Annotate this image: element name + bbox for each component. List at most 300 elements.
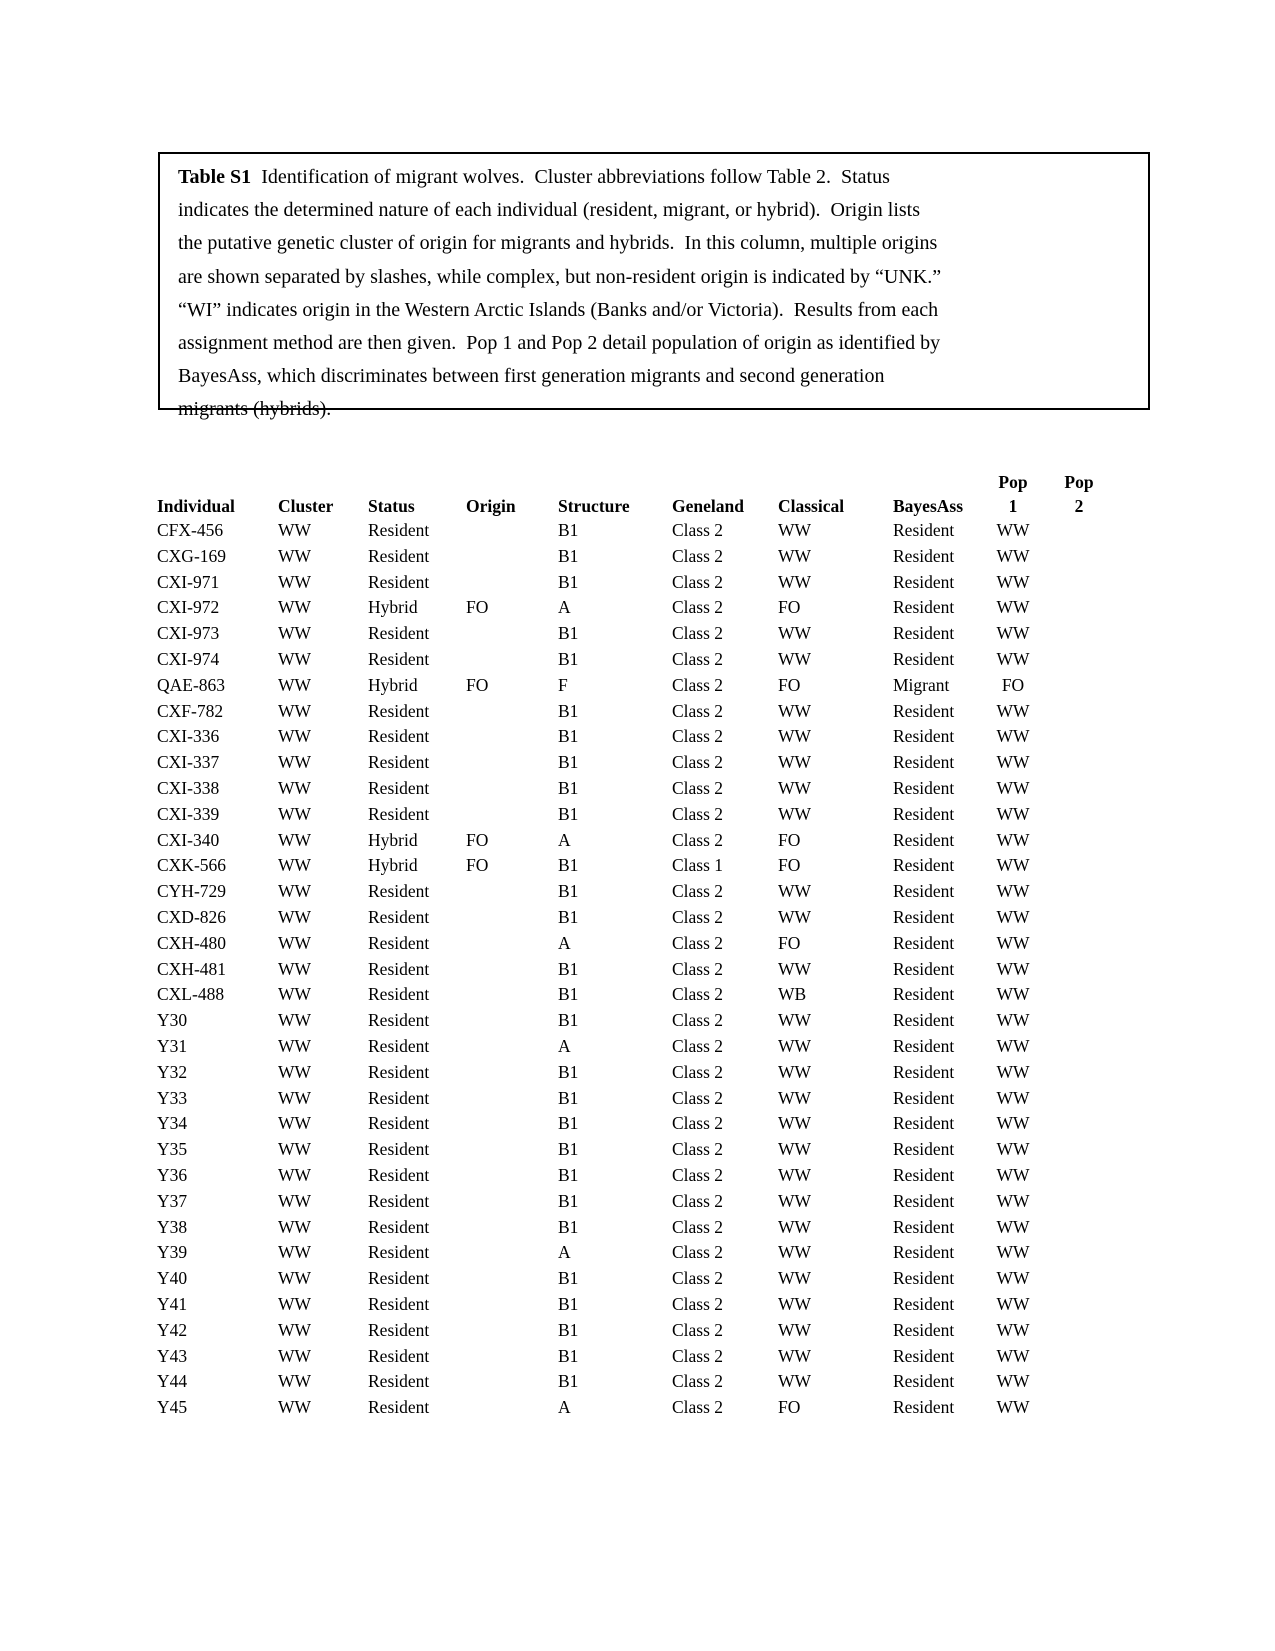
cell-geneland: Class 2 bbox=[672, 1216, 724, 1237]
cell-pop2 bbox=[1048, 1369, 1110, 1395]
cell-geneland: Class 2 bbox=[672, 623, 724, 644]
cell-pop2 bbox=[1048, 699, 1110, 725]
cell-status: Resident bbox=[368, 623, 430, 644]
cell-geneland: Class 2 bbox=[672, 1139, 724, 1160]
cell-pop1: WW bbox=[996, 829, 1030, 850]
cell-pop2 bbox=[1048, 647, 1110, 673]
cell-classical: WW bbox=[778, 648, 812, 669]
cell-status: Resident bbox=[368, 752, 430, 773]
cell-pop2 bbox=[1048, 957, 1110, 983]
cell-classical: WW bbox=[778, 520, 812, 540]
cell-pop1: WW bbox=[996, 571, 1030, 592]
cell-individual: Y32 bbox=[157, 1061, 188, 1082]
cell-pop1: WW bbox=[996, 906, 1030, 927]
cell-individual: Y45 bbox=[157, 1397, 188, 1418]
cell-bayesass: Resident bbox=[893, 545, 955, 566]
cell-geneland: Class 2 bbox=[672, 674, 724, 695]
cell-individual: Y30 bbox=[157, 1010, 188, 1031]
cell-structure: B1 bbox=[558, 958, 579, 979]
caption-line: migrants (hybrids). bbox=[178, 398, 332, 421]
cell-classical: WW bbox=[778, 906, 812, 927]
cell-pop2 bbox=[1048, 518, 1110, 544]
cell-pop2 bbox=[1048, 879, 1110, 905]
cell-pop2 bbox=[1048, 595, 1110, 621]
cell-origin bbox=[466, 699, 558, 725]
cell-classical: FO bbox=[778, 674, 801, 695]
cell-pop1: WW bbox=[996, 932, 1030, 953]
cell-origin bbox=[466, 1111, 558, 1137]
cell-pop2 bbox=[1048, 1318, 1110, 1344]
cell-geneland: Class 2 bbox=[672, 1293, 724, 1314]
cell-classical: WW bbox=[778, 623, 812, 644]
cell-classical: FO bbox=[778, 597, 801, 618]
cell-pop1: WW bbox=[996, 1139, 1030, 1160]
table-head bbox=[157, 470, 1110, 518]
cell-origin bbox=[466, 544, 558, 570]
cell-structure: A bbox=[558, 1035, 571, 1056]
cell-pop2 bbox=[1048, 931, 1110, 957]
cell-status: Resident bbox=[368, 1397, 430, 1418]
cell-cluster: WW bbox=[278, 881, 312, 902]
cell-structure: B1 bbox=[558, 777, 579, 798]
cell-origin bbox=[466, 1395, 558, 1421]
cell-origin bbox=[466, 931, 558, 957]
cell-cluster: WW bbox=[278, 1010, 312, 1031]
cell-origin bbox=[466, 1189, 558, 1215]
cell-status: Resident bbox=[368, 1216, 430, 1237]
table-row bbox=[157, 750, 1110, 776]
cell-origin bbox=[466, 1008, 558, 1034]
cell-origin bbox=[466, 750, 558, 776]
cell-cluster: WW bbox=[278, 545, 312, 566]
cell-structure: B1 bbox=[558, 1293, 579, 1314]
cell-classical: WW bbox=[778, 726, 812, 747]
cell-pop1: WW bbox=[996, 623, 1030, 644]
column-header-label: Origin bbox=[466, 496, 516, 516]
cell-pop2 bbox=[1048, 1395, 1110, 1421]
cell-individual: Y41 bbox=[157, 1293, 188, 1314]
column-header-cluster bbox=[278, 470, 368, 518]
cell-bayesass: Resident bbox=[893, 958, 955, 979]
table-row bbox=[157, 1111, 1110, 1137]
cell-bayesass: Resident bbox=[893, 881, 955, 902]
cell-bayesass: Resident bbox=[893, 906, 955, 927]
table-row bbox=[157, 1008, 1110, 1034]
cell-cluster: WW bbox=[278, 1345, 312, 1366]
cell-structure: B1 bbox=[558, 520, 579, 540]
cell-classical: WW bbox=[778, 752, 812, 773]
table-row bbox=[157, 905, 1110, 931]
cell-structure: B1 bbox=[558, 571, 579, 592]
cell-classical: WW bbox=[778, 1242, 812, 1263]
cell-individual: Y37 bbox=[157, 1190, 188, 1211]
cell-individual: Y35 bbox=[157, 1139, 188, 1160]
cell-status: Resident bbox=[368, 1190, 430, 1211]
cell-cluster: WW bbox=[278, 855, 312, 876]
cell-pop1: WW bbox=[996, 1345, 1030, 1366]
cell-structure: A bbox=[558, 932, 571, 953]
table-row bbox=[157, 544, 1110, 570]
table-row bbox=[157, 699, 1110, 725]
cell-status: Resident bbox=[368, 958, 430, 979]
cell-structure: B1 bbox=[558, 803, 579, 824]
table-row bbox=[157, 673, 1110, 699]
cell-cluster: WW bbox=[278, 623, 312, 644]
cell-status: Resident bbox=[368, 932, 430, 953]
table-row bbox=[157, 518, 1110, 544]
cell-classical: WW bbox=[778, 881, 812, 902]
column-header-label: Geneland bbox=[672, 496, 744, 516]
cell-structure: A bbox=[558, 1242, 571, 1263]
migrant-wolves-table bbox=[157, 470, 1110, 1421]
cell-structure: B1 bbox=[558, 1113, 579, 1134]
cell-bayesass: Resident bbox=[893, 1139, 955, 1160]
cell-pop2 bbox=[1048, 1189, 1110, 1215]
cell-status: Resident bbox=[368, 1035, 430, 1056]
cell-origin bbox=[466, 982, 558, 1008]
cell-status: Hybrid bbox=[368, 829, 418, 850]
cell-status: Resident bbox=[368, 1010, 430, 1031]
cell-structure: B1 bbox=[558, 1371, 579, 1392]
cell-individual: Y43 bbox=[157, 1345, 188, 1366]
cell-status: Hybrid bbox=[368, 674, 418, 695]
table-row bbox=[157, 1266, 1110, 1292]
cell-classical: WW bbox=[778, 1010, 812, 1031]
cell-origin bbox=[466, 518, 558, 544]
column-header-label: Status bbox=[368, 496, 415, 516]
column-header-classical bbox=[778, 470, 893, 518]
cell-pop1: WW bbox=[996, 752, 1030, 773]
header-row bbox=[157, 470, 1110, 518]
cell-origin: FO bbox=[466, 597, 489, 618]
column-header-individual bbox=[157, 470, 278, 518]
cell-cluster: WW bbox=[278, 1371, 312, 1392]
cell-status: Resident bbox=[368, 777, 430, 798]
cell-geneland: Class 2 bbox=[672, 571, 724, 592]
cell-structure: B1 bbox=[558, 881, 579, 902]
cell-structure: B1 bbox=[558, 1139, 579, 1160]
cell-geneland: Class 2 bbox=[672, 1087, 724, 1108]
table-row bbox=[157, 1240, 1110, 1266]
cell-pop1: WW bbox=[996, 803, 1030, 824]
cell-cluster: WW bbox=[278, 1190, 312, 1211]
cell-origin bbox=[466, 570, 558, 596]
cell-geneland: Class 2 bbox=[672, 520, 724, 540]
cell-cluster: WW bbox=[278, 571, 312, 592]
cell-individual: CXI-972 bbox=[157, 597, 220, 618]
cell-pop1: WW bbox=[996, 777, 1030, 798]
cell-structure: B1 bbox=[558, 906, 579, 927]
cell-status: Resident bbox=[368, 1139, 430, 1160]
cell-status: Resident bbox=[368, 545, 430, 566]
cell-individual: CXI-971 bbox=[157, 571, 220, 592]
cell-cluster: WW bbox=[278, 648, 312, 669]
cell-origin bbox=[466, 1034, 558, 1060]
cell-classical: WW bbox=[778, 1319, 812, 1340]
cell-structure: B1 bbox=[558, 752, 579, 773]
table-row bbox=[157, 647, 1110, 673]
cell-geneland: Class 2 bbox=[672, 1190, 724, 1211]
cell-origin bbox=[466, 1369, 558, 1395]
cell-pop1: WW bbox=[996, 1319, 1030, 1340]
table-row bbox=[157, 1318, 1110, 1344]
cell-bayesass: Resident bbox=[893, 1397, 955, 1418]
caption-line: “WI” indicates origin in the Western Arctic Islands (Banks and/or Victoria). Results from each bbox=[178, 298, 939, 321]
cell-individual: CXI-337 bbox=[157, 752, 220, 773]
cell-status: Resident bbox=[368, 803, 430, 824]
cell-classical: WW bbox=[778, 545, 812, 566]
cell-bayesass: Resident bbox=[893, 1216, 955, 1237]
caption-line: BayesAss, which discriminates between first generation migrants and second generation bbox=[178, 365, 885, 388]
cell-bayesass: Resident bbox=[893, 648, 955, 669]
cell-pop1: WW bbox=[996, 1268, 1030, 1289]
table-row bbox=[157, 1292, 1110, 1318]
cell-bayesass: Resident bbox=[893, 1113, 955, 1134]
cell-individual: CXG-169 bbox=[157, 545, 227, 566]
cell-cluster: WW bbox=[278, 1293, 312, 1314]
cell-geneland: Class 2 bbox=[672, 597, 724, 618]
cell-pop1: WW bbox=[996, 1061, 1030, 1082]
cell-cluster: WW bbox=[278, 1087, 312, 1108]
cell-structure: B1 bbox=[558, 1061, 579, 1082]
cell-structure: B1 bbox=[558, 726, 579, 747]
cell-individual: CXI-338 bbox=[157, 777, 220, 798]
column-header-status bbox=[368, 470, 466, 518]
cell-pop2 bbox=[1048, 1292, 1110, 1318]
cell-cluster: WW bbox=[278, 752, 312, 773]
table-row bbox=[157, 1034, 1110, 1060]
cell-origin bbox=[466, 724, 558, 750]
cell-status: Resident bbox=[368, 906, 430, 927]
cell-pop2 bbox=[1048, 621, 1110, 647]
table-row bbox=[157, 1189, 1110, 1215]
cell-individual: Y38 bbox=[157, 1216, 188, 1237]
cell-status: Resident bbox=[368, 881, 430, 902]
cell-pop1: FO bbox=[1001, 674, 1025, 695]
cell-geneland: Class 2 bbox=[672, 1035, 724, 1056]
cell-classical: FO bbox=[778, 1397, 801, 1418]
cell-status: Resident bbox=[368, 1087, 430, 1108]
table-row bbox=[157, 1163, 1110, 1189]
cell-origin bbox=[466, 1215, 558, 1241]
cell-pop1: WW bbox=[996, 545, 1030, 566]
cell-cluster: WW bbox=[278, 777, 312, 798]
cell-pop1: WW bbox=[996, 1035, 1030, 1056]
table-row bbox=[157, 570, 1110, 596]
cell-cluster: WW bbox=[278, 1164, 312, 1185]
cell-classical: WW bbox=[778, 1371, 812, 1392]
column-header-label: Structure bbox=[558, 496, 630, 516]
cell-origin bbox=[466, 1240, 558, 1266]
cell-status: Resident bbox=[368, 571, 430, 592]
cell-pop1: WW bbox=[996, 520, 1030, 540]
cell-pop1: WW bbox=[996, 1010, 1030, 1031]
cell-pop2 bbox=[1048, 1086, 1110, 1112]
cell-structure: B1 bbox=[558, 545, 579, 566]
cell-bayesass: Resident bbox=[893, 726, 955, 747]
cell-classical: WW bbox=[778, 803, 812, 824]
cell-status: Resident bbox=[368, 1371, 430, 1392]
cell-pop2 bbox=[1048, 544, 1110, 570]
cell-cluster: WW bbox=[278, 1113, 312, 1134]
cell-geneland: Class 2 bbox=[672, 545, 724, 566]
cell-individual: Y44 bbox=[157, 1371, 188, 1392]
cell-individual: CXD-826 bbox=[157, 906, 227, 927]
cell-cluster: WW bbox=[278, 1035, 312, 1056]
cell-pop2 bbox=[1048, 1060, 1110, 1086]
cell-bayesass: Resident bbox=[893, 1345, 955, 1366]
cell-structure: B1 bbox=[558, 1216, 579, 1237]
cell-geneland: Class 2 bbox=[672, 803, 724, 824]
column-header-label: Cluster bbox=[278, 496, 334, 516]
cell-origin bbox=[466, 647, 558, 673]
cell-structure: A bbox=[558, 597, 571, 618]
cell-bayesass: Resident bbox=[893, 932, 955, 953]
cell-status: Resident bbox=[368, 726, 430, 747]
cell-cluster: WW bbox=[278, 829, 312, 850]
cell-bayesass: Resident bbox=[893, 1035, 955, 1056]
caption-lines bbox=[178, 161, 1148, 427]
cell-status: Resident bbox=[368, 1268, 430, 1289]
column-header-structure bbox=[558, 470, 672, 518]
cell-status: Resident bbox=[368, 648, 430, 669]
cell-classical: WW bbox=[778, 700, 812, 721]
caption-line: the putative genetic cluster of origin for migrants and hybrids. In this column, multiple origins bbox=[178, 232, 938, 255]
cell-classical: WW bbox=[778, 958, 812, 979]
cell-cluster: WW bbox=[278, 674, 312, 695]
column-header-sublabel: 2 bbox=[1074, 496, 1084, 516]
cell-cluster: WW bbox=[278, 1242, 312, 1263]
table-row bbox=[157, 621, 1110, 647]
cell-bayesass: Resident bbox=[893, 1061, 955, 1082]
cell-bayesass: Resident bbox=[893, 700, 955, 721]
cell-geneland: Class 2 bbox=[672, 1061, 724, 1082]
cell-status: Resident bbox=[368, 1164, 430, 1185]
table-row bbox=[157, 776, 1110, 802]
cell-status: Hybrid bbox=[368, 597, 418, 618]
cell-structure: B1 bbox=[558, 855, 579, 876]
cell-classical: WW bbox=[778, 1087, 812, 1108]
cell-origin bbox=[466, 621, 558, 647]
cell-status: Resident bbox=[368, 520, 430, 540]
cell-individual: CFX-456 bbox=[157, 520, 224, 540]
cell-origin bbox=[466, 1060, 558, 1086]
caption-text: Identification of migrant wolves. Cluster abbreviations follow Table 2. Status bbox=[261, 166, 890, 188]
table-row bbox=[157, 931, 1110, 957]
column-header-label: Pop bbox=[1064, 472, 1094, 492]
cell-pop2 bbox=[1048, 1137, 1110, 1163]
cell-pop1: WW bbox=[996, 958, 1030, 979]
cell-structure: B1 bbox=[558, 1087, 579, 1108]
cell-origin: FO bbox=[466, 674, 489, 695]
column-header-geneland bbox=[672, 470, 778, 518]
cell-geneland: Class 1 bbox=[672, 855, 724, 876]
cell-geneland: Class 2 bbox=[672, 1345, 724, 1366]
caption-line bbox=[178, 161, 1148, 194]
cell-geneland: Class 2 bbox=[672, 726, 724, 747]
cell-pop2 bbox=[1048, 1215, 1110, 1241]
table-row bbox=[157, 1395, 1110, 1421]
column-header-pop2 bbox=[1048, 470, 1110, 518]
cell-cluster: WW bbox=[278, 726, 312, 747]
cell-geneland: Class 2 bbox=[672, 1397, 724, 1418]
table-row bbox=[157, 1369, 1110, 1395]
cell-origin bbox=[466, 776, 558, 802]
cell-individual: CXI-973 bbox=[157, 623, 220, 644]
cell-bayesass: Resident bbox=[893, 777, 955, 798]
cell-structure: A bbox=[558, 829, 571, 850]
cell-pop1: WW bbox=[996, 1113, 1030, 1134]
cell-geneland: Class 2 bbox=[672, 984, 724, 1005]
cell-classical: WW bbox=[778, 1216, 812, 1237]
cell-individual: CXL-488 bbox=[157, 984, 225, 1005]
cell-individual: Y42 bbox=[157, 1319, 188, 1340]
cell-pop2 bbox=[1048, 1240, 1110, 1266]
table-row bbox=[157, 724, 1110, 750]
cell-pop1: WW bbox=[996, 1371, 1030, 1392]
cell-pop1: WW bbox=[996, 700, 1030, 721]
cell-individual: Y34 bbox=[157, 1113, 188, 1134]
cell-status: Resident bbox=[368, 1061, 430, 1082]
cell-classical: WW bbox=[778, 1061, 812, 1082]
cell-pop2 bbox=[1048, 853, 1110, 879]
cell-bayesass: Resident bbox=[893, 571, 955, 592]
cell-pop2 bbox=[1048, 1111, 1110, 1137]
cell-pop1: WW bbox=[996, 648, 1030, 669]
cell-status: Resident bbox=[368, 984, 430, 1005]
cell-geneland: Class 2 bbox=[672, 1319, 724, 1340]
cell-bayesass: Resident bbox=[893, 803, 955, 824]
cell-structure: B1 bbox=[558, 1010, 579, 1031]
table-row bbox=[157, 853, 1110, 879]
cell-cluster: WW bbox=[278, 1139, 312, 1160]
cell-origin bbox=[466, 957, 558, 983]
cell-individual: CXI-336 bbox=[157, 726, 220, 747]
cell-pop2 bbox=[1048, 982, 1110, 1008]
cell-structure: B1 bbox=[558, 1319, 579, 1340]
table-row bbox=[157, 1086, 1110, 1112]
cell-structure: B1 bbox=[558, 1164, 579, 1185]
cell-classical: FO bbox=[778, 932, 801, 953]
cell-geneland: Class 2 bbox=[672, 777, 724, 798]
table-row bbox=[157, 802, 1110, 828]
cell-cluster: WW bbox=[278, 700, 312, 721]
cell-pop1: WW bbox=[996, 855, 1030, 876]
cell-bayesass: Resident bbox=[893, 1319, 955, 1340]
cell-bayesass: Resident bbox=[893, 1010, 955, 1031]
table-s1-label: Table S1 bbox=[178, 166, 252, 188]
caption-line: are shown separated by slashes, while complex, but non-resident origin is indicated by “UNK.” bbox=[178, 265, 942, 288]
column-header-label: Individual bbox=[157, 496, 235, 516]
cell-bayesass: Resident bbox=[893, 1164, 955, 1185]
cell-pop2 bbox=[1048, 1344, 1110, 1370]
cell-status: Resident bbox=[368, 700, 430, 721]
cell-status: Hybrid bbox=[368, 855, 418, 876]
cell-individual: CXI-974 bbox=[157, 648, 220, 669]
table-row bbox=[157, 1137, 1110, 1163]
cell-pop2 bbox=[1048, 1008, 1110, 1034]
cell-individual: QAE-863 bbox=[157, 674, 226, 695]
cell-geneland: Class 2 bbox=[672, 932, 724, 953]
table-row bbox=[157, 595, 1110, 621]
column-header-label: BayesAss bbox=[893, 496, 964, 516]
cell-origin bbox=[466, 1292, 558, 1318]
cell-origin bbox=[466, 1086, 558, 1112]
cell-cluster: WW bbox=[278, 803, 312, 824]
cell-individual: CXF-782 bbox=[157, 700, 224, 721]
cell-cluster: WW bbox=[278, 906, 312, 927]
cell-structure: B1 bbox=[558, 648, 579, 669]
